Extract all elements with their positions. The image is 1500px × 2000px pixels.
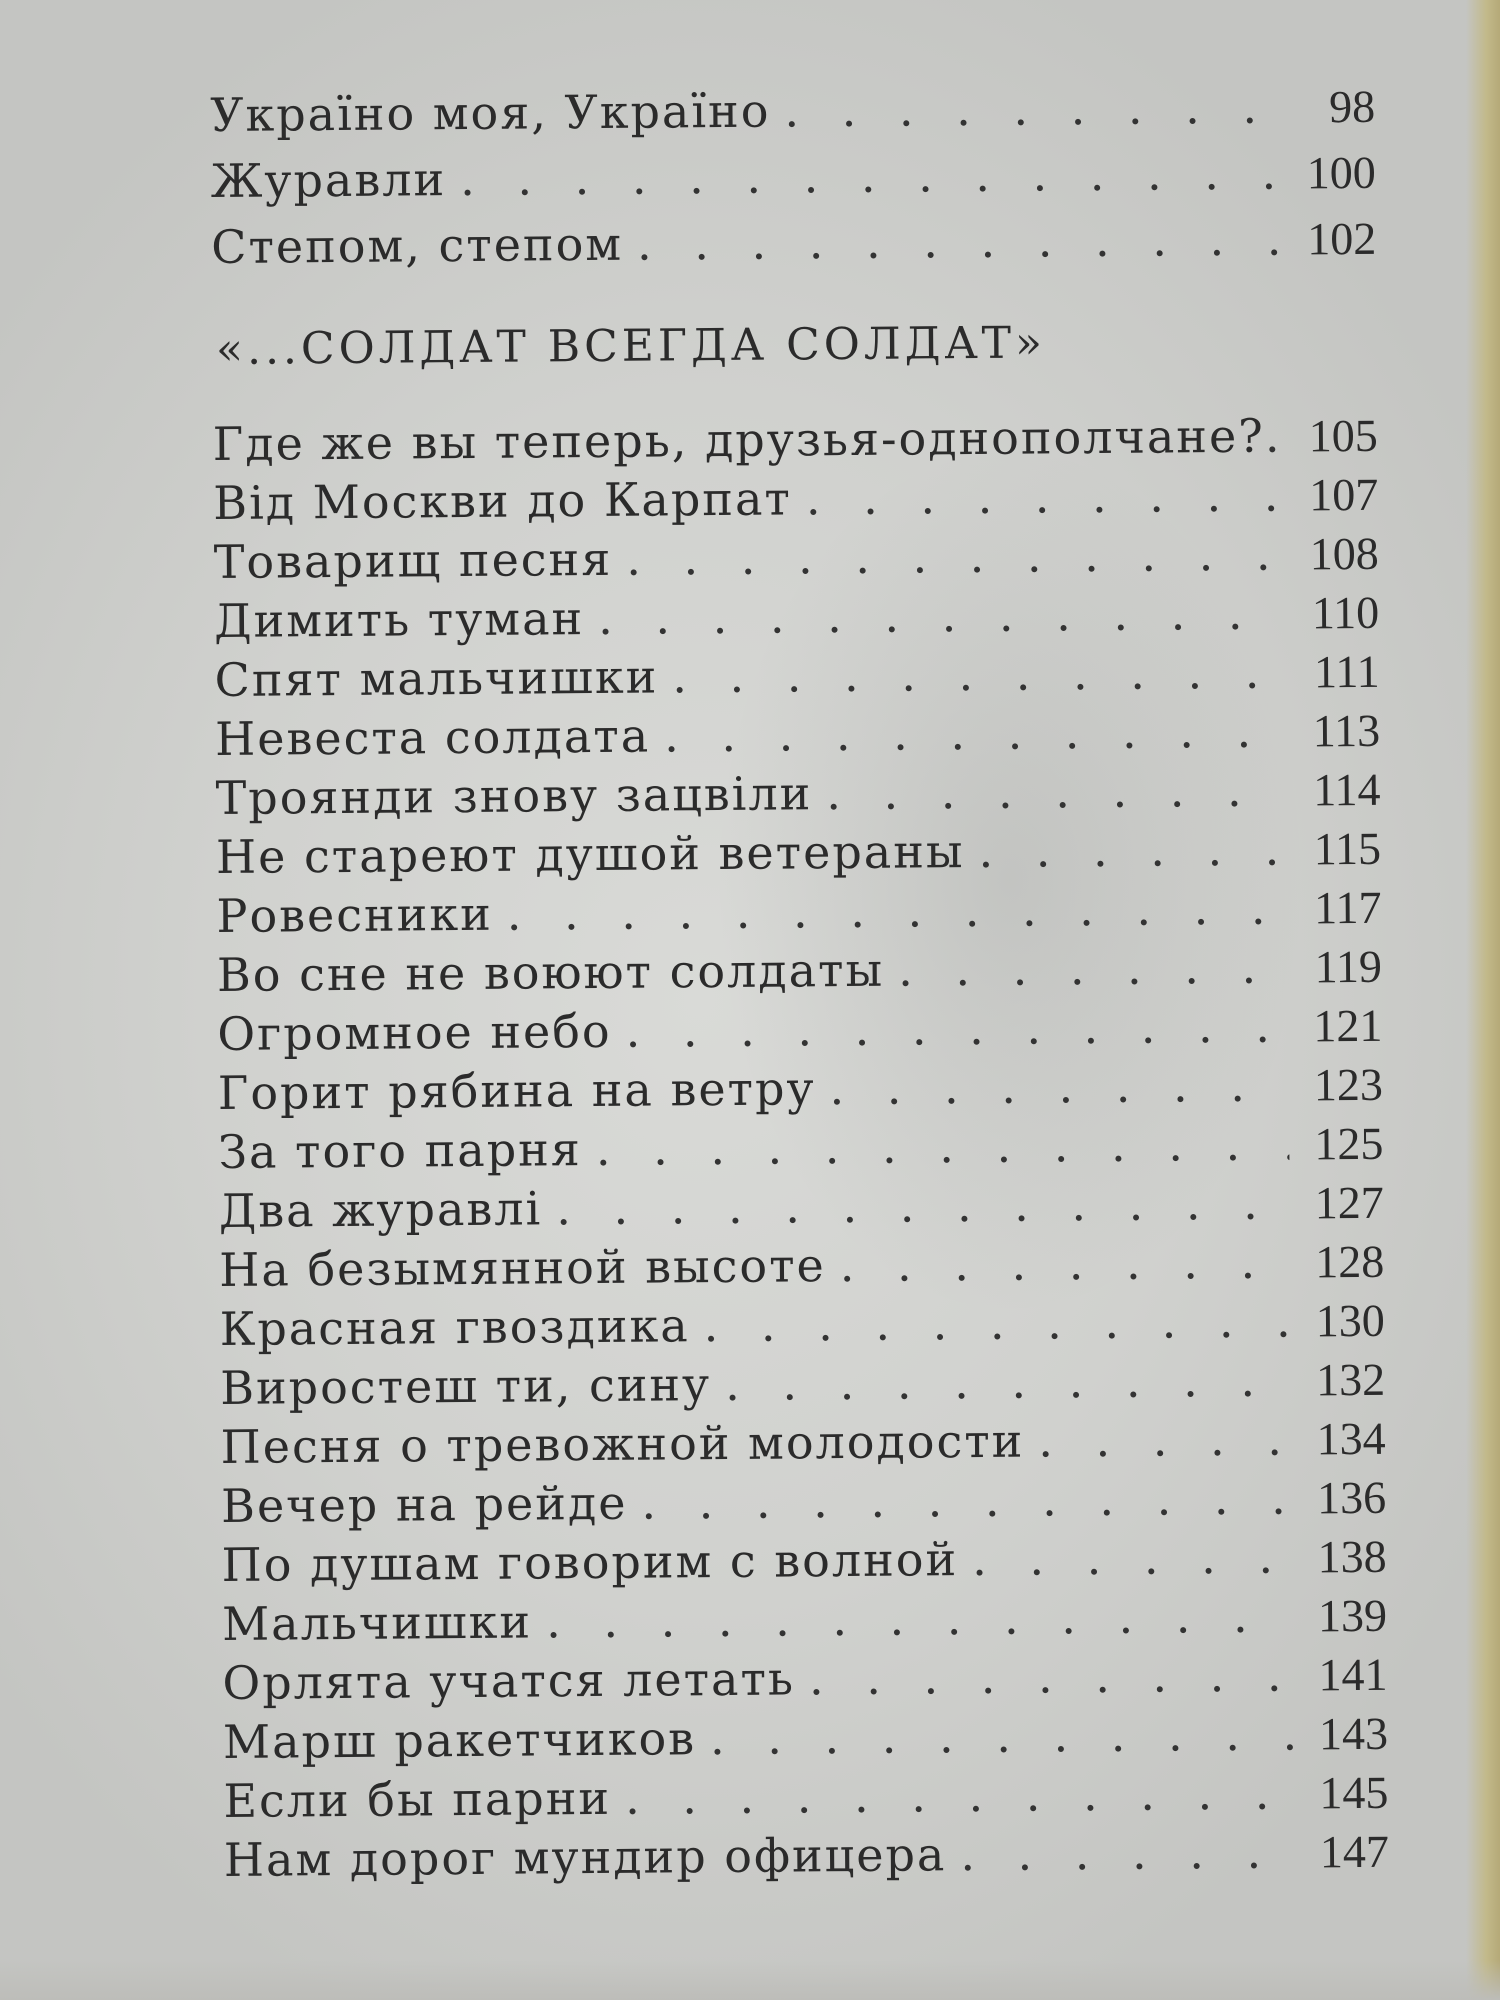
entry-page-number: 138 [1317, 1530, 1387, 1583]
dot-leader [809, 1648, 1294, 1706]
toc-entry [216, 880, 1381, 948]
entry-page-number: 113 [1312, 704, 1381, 757]
entry-title: Виростеш ти, сину [219, 1357, 712, 1415]
toc-entry [210, 79, 1375, 154]
entry-page-number: 143 [1318, 1707, 1389, 1760]
page-bottom-shadow [0, 1960, 1500, 2000]
toc-entry [213, 408, 1378, 476]
entry-page-number: 98 [1328, 80, 1376, 133]
dot-leader [972, 1530, 1293, 1587]
toc-entry [211, 145, 1376, 220]
dot-leader [840, 1235, 1291, 1293]
entry-title: Троянди знову зацвіли [215, 766, 813, 825]
dot-leader [596, 1117, 1290, 1176]
toc-entry [216, 821, 1381, 889]
entry-page-number: 139 [1317, 1589, 1388, 1642]
dot-leader [672, 645, 1286, 704]
entry-page-number: 110 [1311, 586, 1380, 639]
toc-entry [222, 1588, 1387, 1656]
dot-leader [725, 1353, 1291, 1411]
dot-leader [626, 527, 1285, 586]
entry-page-number: 121 [1313, 999, 1383, 1052]
toc-entry [220, 1293, 1385, 1361]
entry-title: Нам дорог мундир офицера [223, 1827, 947, 1887]
dot-leader [598, 586, 1285, 645]
dot-leader [960, 1825, 1295, 1882]
entry-title: Невеста солдата [214, 708, 651, 766]
entry-title: Димить туман [213, 591, 585, 648]
dot-leader [829, 1058, 1289, 1116]
dot-leader [556, 1176, 1290, 1236]
entry-page-number: 134 [1316, 1412, 1386, 1465]
entry-page-number: 105 [1308, 409, 1378, 462]
toc-entry [219, 1175, 1384, 1243]
entry-page-number: 115 [1313, 822, 1382, 875]
entry-title: Где же вы теперь, друзья-однополчане? [212, 408, 1266, 471]
toc-entry [218, 1057, 1383, 1125]
entry-page-number: 132 [1315, 1353, 1386, 1406]
toc-entry [222, 1647, 1387, 1715]
entry-page-number: 117 [1313, 881, 1382, 934]
entry-title: Огромное небо [217, 1003, 612, 1061]
toc-entry [221, 1529, 1386, 1597]
toc-entry [213, 467, 1378, 535]
entry-page-number: 123 [1313, 1058, 1384, 1111]
dot-leader [806, 468, 1285, 526]
entry-title: На безымянной высоте [219, 1238, 826, 1297]
entry-page-number: 147 [1319, 1825, 1390, 1878]
toc-entry [219, 1234, 1384, 1302]
toc-entry [215, 703, 1380, 771]
entry-title: Україно моя, Україно [210, 83, 771, 142]
entry-title: Спят мальчишки [214, 649, 659, 707]
dot-leader [703, 1294, 1290, 1353]
dot-leader [460, 146, 1282, 206]
toc-entry [211, 211, 1376, 286]
dot-leader [826, 763, 1287, 821]
entry-page-number: 145 [1319, 1766, 1389, 1819]
dot-leader [710, 1707, 1294, 1766]
toc-section-2 [213, 467, 1389, 1892]
entry-page-number: 107 [1309, 468, 1379, 521]
dot-leader [546, 1589, 1293, 1649]
toc-entry [220, 1352, 1385, 1420]
entry-page-number: 127 [1314, 1176, 1384, 1229]
page-edge [1466, 0, 1500, 2000]
entry-title: Не стареют душой ветераны [215, 824, 965, 884]
dot-leader [1038, 1412, 1292, 1468]
entry-title: Если бы парни [223, 1770, 612, 1828]
entry-title: Два журавлі [218, 1181, 543, 1238]
entry-title: Ровесники [216, 886, 493, 943]
dot-leader [898, 940, 1288, 997]
entry-title: Во сне не воюют солдаты [216, 942, 885, 1002]
entry-title: Товарищ песня [213, 531, 613, 589]
entry-page-number: 102 [1307, 212, 1377, 265]
toc-entry [223, 1706, 1388, 1774]
dot-leader [507, 881, 1288, 941]
entry-page-number: 141 [1318, 1648, 1388, 1701]
toc-entry [214, 526, 1379, 594]
toc-entry [223, 1765, 1388, 1833]
dot-leader [664, 704, 1286, 763]
entry-page-number: 125 [1314, 1117, 1384, 1170]
entry-title: По душам говорим с волной [221, 1532, 959, 1592]
entry-title: Мальчишки [221, 1594, 533, 1651]
entry-page-number: 136 [1316, 1471, 1387, 1524]
entry-title: Журавли [210, 152, 447, 208]
toc-entry [217, 998, 1382, 1066]
dot-leader [641, 1471, 1292, 1530]
toc-section-1 [210, 79, 1377, 286]
toc-entry [217, 939, 1382, 1007]
toc-entry [215, 762, 1380, 830]
entry-title: Красная гвоздика [219, 1298, 690, 1356]
toc-entry [214, 585, 1379, 653]
entry-title: Песня о тревожной молодости [220, 1413, 1025, 1474]
section-heading: «...СОЛДАТ ВСЕГДА СОЛДАТ» [215, 317, 1047, 375]
toc-entry [214, 644, 1379, 712]
dot-leader [978, 822, 1287, 878]
entry-page-number: 111 [1313, 645, 1380, 698]
dot-leader [625, 1766, 1295, 1825]
entry-title: Марш ракетчиков [222, 1711, 697, 1769]
dot-leader [1265, 409, 1292, 463]
entry-page-number: 114 [1313, 763, 1381, 816]
toc-entry [224, 1824, 1389, 1892]
entry-title: Вечер на рейде [220, 1475, 628, 1533]
entry-title: Степом, степом [211, 216, 624, 274]
dot-leader [784, 80, 1281, 138]
toc-entry [221, 1470, 1386, 1538]
entry-title: Горит рябина на ветру [217, 1061, 816, 1120]
entry-page-number: 130 [1315, 1294, 1385, 1347]
entry-title: За того парня [218, 1122, 583, 1179]
entry-page-number: 119 [1314, 940, 1383, 993]
dot-leader [625, 999, 1288, 1058]
entry-title: Орлята учатся летать [222, 1651, 796, 1710]
toc-entry [220, 1411, 1385, 1479]
entry-page-number: 100 [1306, 146, 1376, 199]
toc-entry [218, 1116, 1383, 1184]
entry-title: Від Москви до Карпат [213, 471, 793, 530]
entry-page-number: 128 [1315, 1235, 1385, 1288]
table-of-contents [210, 79, 1389, 1892]
dot-leader [637, 212, 1283, 271]
entry-page-number: 108 [1309, 527, 1379, 580]
